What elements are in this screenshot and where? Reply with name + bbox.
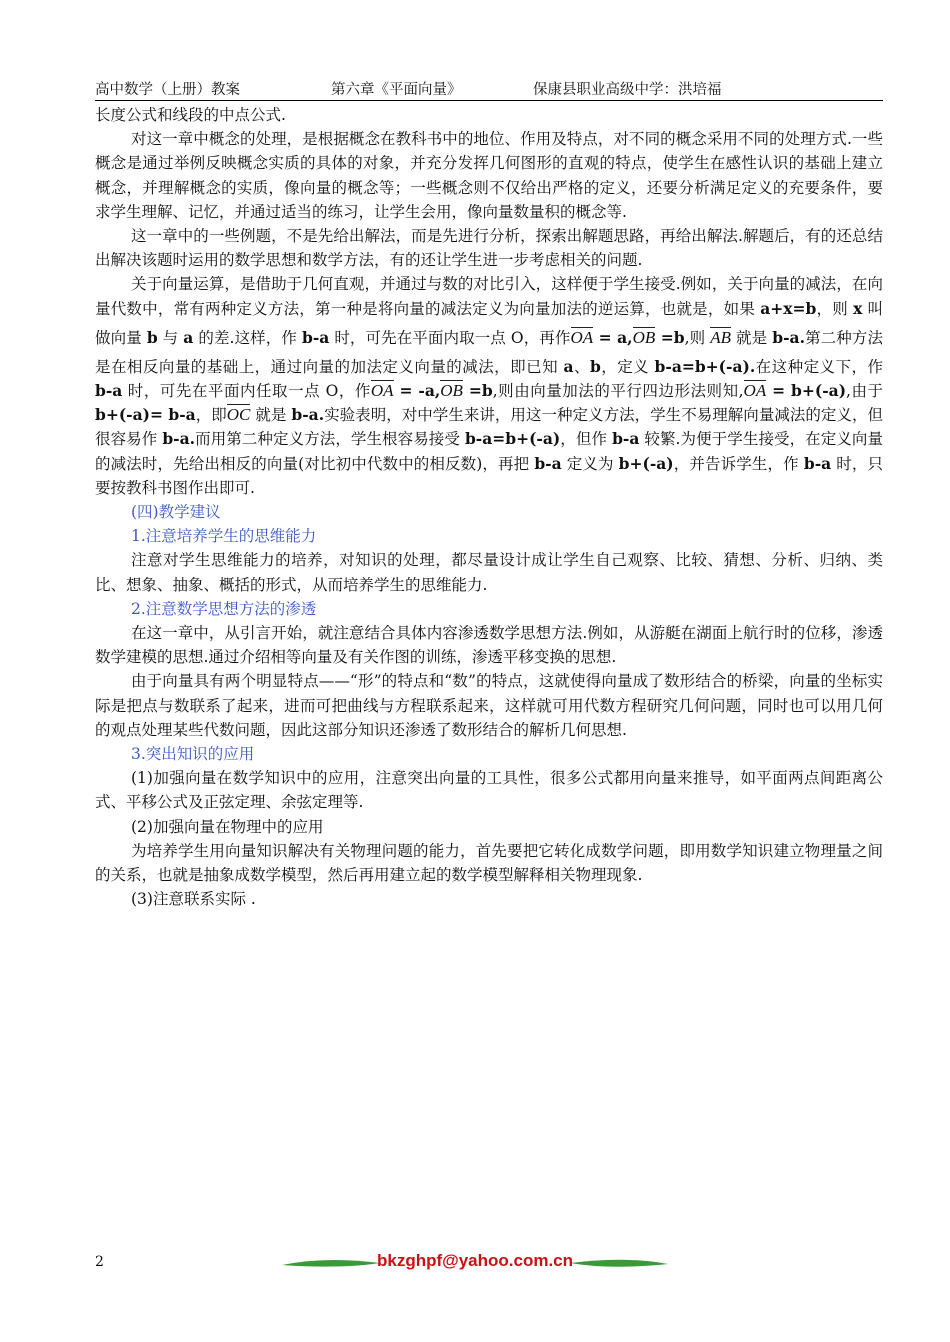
paragraph-vector-operations: 关于向量运算，是借助于几何直观，并通过与数的对比引入，这样便于学生接受.例如，关于向量的减法，在向量代数中，常有两种定义方法，第一种是将向量的减法定义为向量加法的逆运算，也就是，如果 a+x=b，则 x 叫做向量 b 与 a 的差.这样，作 b-a 时，可先在平面内取一点 O，再作OA = a,OB =b,则 AB 就是 b-a.第二种方法是在相反向量的基础上，通过向量的加法定义向量的减法，即已知 a、b，定义 b-a=b+(-a).在这种定义下，作 b-a 时，可先在平面内任取一点 O，作OA = -a,OB =b,则由向量加法的平行四边形法则知,OA = b+(-a),由于 b+(-a)= b-a，即OC 就是 b-a.实验表明，对中学生来讲，用这一种定义方法，学生不易理解向量减法的定义，但很容易作 b-a.而用第二种定义方法，学生根容易接受 b-a=b+(-a)，但作 b-a 较繁.为便于学生接受，在定义向量的减法时，先给出相反的向量(对比初中代数中的相反数)，再把 b-a 定义为 b+(-a)，并告诉学生，作 b-a 时，只要按教科书图作出即可. <box>95 275 884 497</box>
vector-oa-3: OA <box>743 381 767 401</box>
header-chapter: 第六章《平面向量》 <box>331 82 462 98</box>
paragraph-math-methods: 在这一章中，从引言开始，就注意结合具体内容渗透数学思想方法.例如，从游艇在湖面上航行时的位移，渗透数学建模的思想.通过介绍相等向量及有关作图的训练，渗透平移变换的思想. <box>95 624 883 667</box>
vector-ab: AB <box>710 327 732 347</box>
vector-ob: OB <box>632 327 656 347</box>
section-title-teaching-suggestions: (四)教学建议 <box>131 503 221 522</box>
heading-physics-applications: (2)加强向量在物理中的应用 <box>131 817 324 836</box>
footer-banner <box>280 1248 670 1278</box>
paragraph-thinking-ability: 注意对学生思维能力的培养，对知识的处理，都尽量设计成让学生自己观察、比较、猜想、分析、归纳、类比、想象、抽象、概括的形式，从而培养学生的思维能力. <box>95 551 883 594</box>
paragraph-physics-applications: 为培养学生用向量知识解决有关物理问题的能力，首先要把它转化成数学问题，即用数学知识建立物理量之间的关系，也就是抽象成数学模型，然后再用建立起的数学模型解释相关物理现象. <box>95 841 883 885</box>
header-course: 高中数学（上册）教案 <box>95 82 240 98</box>
heading-applications: 3.突出知识的应用 <box>131 745 255 764</box>
vector-oa: OA <box>570 327 594 347</box>
header-school: 保康县职业高级中学：洪培福 <box>533 82 722 98</box>
paragraph-math-applications: (1)加强向量在数学知识中的应用，注意突出向量的工具性，很多公式都用向量来推导，如平面两点间距离公式、平移公式及正弦定理、余弦定理等. <box>95 769 883 812</box>
heading-thinking-ability: 1.注意培养学生的思维能力 <box>131 527 317 546</box>
vector-ob-2: OB <box>440 381 463 401</box>
document-body <box>95 103 883 912</box>
vector-oa-2: OA <box>370 381 394 401</box>
footer-email[interactable]: bkzghpf@yahoo.com.cn <box>376 1251 574 1270</box>
page-header <box>95 78 883 101</box>
paragraph-number-shape: 由于向量具有两个明显特点——“形”的特点和“数”的特点，这就使得向量成了数形结合的桥梁，向量的坐标实际是把点与数联系了起来，进而可把曲线与方程联系起来，这样就可用代数方程研究几何问题，同时也可以用几何的观点处理某些代数问题，因此这部分知识还渗透了数形结合的解析几何思想. <box>95 672 883 739</box>
vector-oc: OC <box>226 405 251 425</box>
paragraph-examples: 这一章中的一些例题，不是先给出解法，而是先进行分析，探索出解题思路，再给出解法.解题后，有的还总结出解决该题时运用的数学思想和数学方法，有的还让学生进一步考虑相关的问题. <box>95 227 883 270</box>
heading-math-methods: 2.注意数学思想方法的渗透 <box>131 599 317 618</box>
paragraph-continuation: 长度公式和线段的中点公式. <box>95 106 286 124</box>
page-number: 2 <box>95 1254 104 1270</box>
paragraph-practice: (3)注意联系实际 . <box>131 890 256 909</box>
paragraph-concepts: 对这一章中概念的处理，是根据概念在教科书中的地位、作用及特点，对不同的概念采用不同的处理方式.一些概念是通过举例反映概念实质的具体的对象，并充分发挥几何图形的直观的特点，使学生在感性认识的基础上建立概念，并理解概念的实质，像向量的概念等；一些概念则不仅给出严格的定义，还要分析满足定义的充要条件，要求学生理解、记忆，并通过适当的练习，让学生会用，像向量数量积的概念等. <box>95 130 883 221</box>
